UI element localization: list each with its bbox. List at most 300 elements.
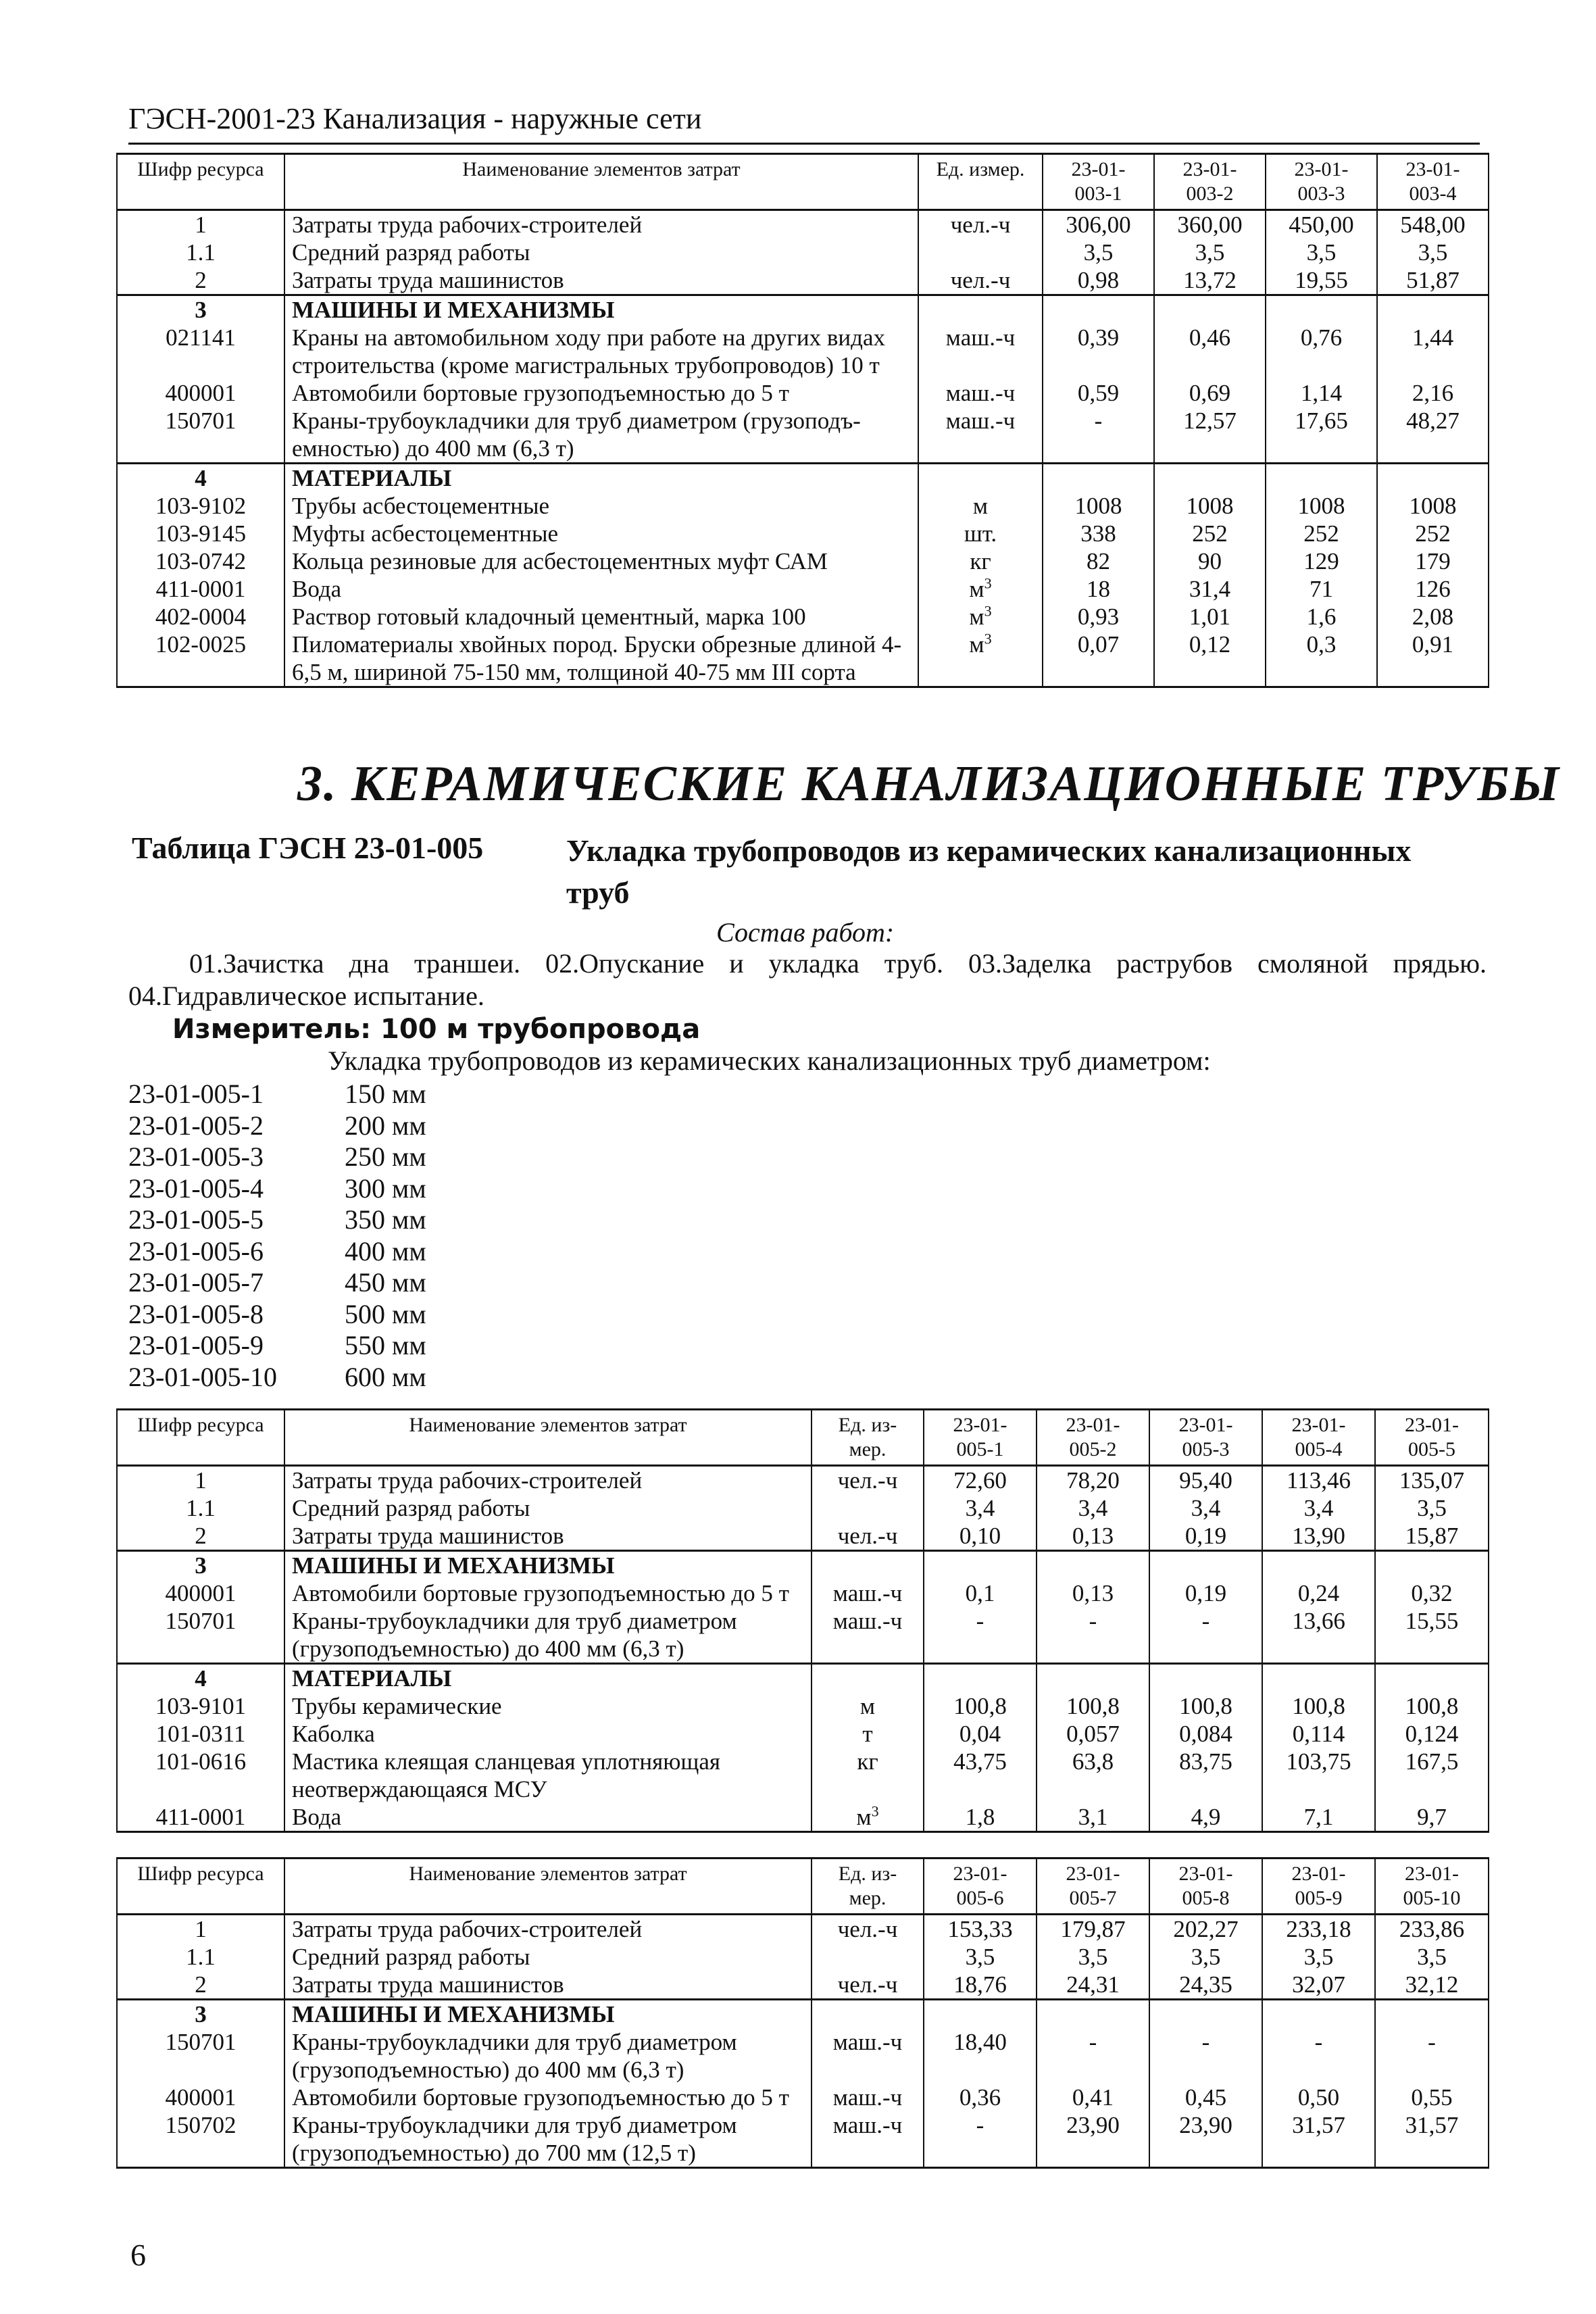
value-cell: 100,8: [924, 1692, 1037, 1720]
value-cell: 153,33: [924, 1915, 1037, 1944]
unit-label: маш.-ч: [832, 2084, 903, 2111]
unit-superscript: 3: [984, 602, 992, 620]
header-cell: 23-01- 005-6: [924, 1858, 1037, 1915]
value-cell: 13,90: [1262, 1522, 1375, 1551]
unit-label: м: [969, 631, 984, 658]
resource-name: Кольца резиновые для асбестоцементных муфт САМ: [284, 547, 918, 575]
value-cell: -: [1037, 1607, 1149, 1664]
value-cell: 48,27: [1377, 407, 1489, 464]
value-cell: 202,27: [1149, 1915, 1262, 1944]
variant-code: 23-01-005-6: [128, 1235, 264, 1266]
unit-cell: [918, 575, 1043, 603]
resource-name: МАШИНЫ И МЕХАНИЗМЫ: [284, 2000, 812, 2029]
variant-item: [128, 1079, 426, 1110]
value-cell: 23,90: [1037, 2111, 1149, 2168]
unit-cell: [918, 295, 1043, 324]
section-title: 3. КЕРАМИЧЕСКИЕ КАНАЛИЗАЦИОННЫЕ ТРУБЫ: [297, 756, 1561, 812]
variant-code: 23-01-005-8: [128, 1298, 264, 1329]
value-cell: 4,9: [1149, 1803, 1262, 1832]
value-cell: [1154, 295, 1266, 324]
resource-name: Затраты труда машинистов: [284, 266, 918, 295]
resource-name: Краны-трубоукладчики для труб диаметром (грузоподъ-емностью) до 400 мм (6,3 т): [284, 407, 918, 464]
unit-superscript: 3: [984, 574, 992, 592]
value-cell: 0,59: [1043, 379, 1154, 407]
value-cell: 0,04: [924, 1720, 1037, 1748]
resource-name: Трубы асбестоцементные: [284, 492, 918, 520]
variant-size: 550 мм: [345, 1330, 426, 1360]
resource-code: 1.1: [117, 1494, 284, 1522]
value-cell: 306,00: [1043, 210, 1154, 239]
table-row: [117, 520, 1489, 547]
value-cell: 32,12: [1375, 1971, 1489, 2000]
resource-name: Затраты труда машинистов: [284, 1522, 812, 1551]
variant-size: 200 мм: [345, 1110, 426, 1141]
resource-name: Краны-трубоукладчики для труб диаметром (грузоподъемностью) до 700 мм (12,5 т): [284, 2111, 812, 2168]
resource-code: 4: [117, 464, 284, 493]
value-cell: 1008: [1377, 492, 1489, 520]
value-cell: 0,19: [1149, 1579, 1262, 1607]
table-row: [117, 407, 1489, 464]
resource-code: 411-0001: [117, 1803, 284, 1832]
value-cell: 51,87: [1377, 266, 1489, 295]
resource-code: 150702: [117, 2111, 284, 2168]
header-cell: 23-01- 005-9: [1262, 1858, 1375, 1915]
unit-cell: [918, 464, 1043, 493]
unit-label: м: [856, 1804, 872, 1830]
value-cell: 3,5: [1262, 1943, 1375, 1971]
table-row: [117, 239, 1489, 266]
value-cell: 0,07: [1043, 631, 1154, 687]
resource-name: Краны-трубоукладчики для труб диаметром (грузоподъемностью) до 400 мм (6,3 т): [284, 2028, 812, 2084]
value-cell: [1262, 1551, 1375, 1580]
unit-cell: [812, 2028, 924, 2084]
value-cell: [1375, 2000, 1489, 2029]
resource-code: 411-0001: [117, 575, 284, 603]
variant-item: [128, 1236, 426, 1268]
variant-size: 300 мм: [345, 1173, 426, 1204]
value-cell: 1,14: [1266, 379, 1377, 407]
unit-superscript: 3: [984, 630, 992, 647]
resource-code: 1: [117, 1915, 284, 1944]
page-number: 6: [130, 2238, 146, 2272]
value-cell: 100,8: [1375, 1692, 1489, 1720]
table-header-row: [117, 1858, 1489, 1915]
resource-name: Затраты труда машинистов: [284, 1971, 812, 2000]
unit-label: т: [862, 1721, 873, 1747]
variant-code: 23-01-005-5: [128, 1204, 264, 1235]
value-cell: 0,39: [1043, 324, 1154, 379]
resource-table-003: [116, 153, 1489, 688]
resource-name: Краны-трубоукладчики для труб диаметром (грузоподъемностью) до 400 мм (6,3 т): [284, 1607, 812, 1664]
unit-label: м: [969, 576, 984, 602]
resource-name: МАШИНЫ И МЕХАНИЗМЫ: [284, 1551, 812, 1580]
unit-cell: [918, 492, 1043, 520]
resource-code: 400001: [117, 2084, 284, 2111]
variant-code: 23-01-005-3: [128, 1141, 264, 1172]
resource-code: 150701: [117, 1607, 284, 1664]
unit-cell: [812, 1664, 924, 1693]
table-row: [117, 1607, 1489, 1664]
value-cell: 0,50: [1262, 2084, 1375, 2111]
unit-label: шт.: [964, 520, 997, 547]
header-cell: 23-01- 003-3: [1266, 154, 1377, 210]
resource-code: 1: [117, 210, 284, 239]
value-cell: [1266, 464, 1377, 493]
value-cell: 0,69: [1154, 379, 1266, 407]
work-composition-text: 01.Зачистка дна траншеи. 02.Опускание и укладка труб. 03.Заделка раструбов смоляной прядью. 04.Гидравлическое испытание.: [128, 948, 1487, 1011]
value-cell: 0,13: [1037, 1522, 1149, 1551]
unit-cell: [812, 2084, 924, 2111]
value-cell: 13,66: [1262, 1607, 1375, 1664]
unit-label: маш.-ч: [945, 324, 1016, 351]
value-cell: 233,18: [1262, 1915, 1375, 1944]
unit-cell: [812, 1943, 924, 1971]
resource-code: 1.1: [117, 1943, 284, 1971]
resource-code: 1.1: [117, 239, 284, 266]
value-cell: 82: [1043, 547, 1154, 575]
value-cell: 3,4: [1037, 1494, 1149, 1522]
table-row: [117, 1692, 1489, 1720]
value-cell: 100,8: [1037, 1692, 1149, 1720]
value-cell: 338: [1043, 520, 1154, 547]
value-cell: 3,5: [924, 1943, 1037, 1971]
unit-cell: [918, 239, 1043, 266]
value-cell: 3,5: [1377, 239, 1489, 266]
value-cell: 3,5: [1149, 1943, 1262, 1971]
value-cell: 90: [1154, 547, 1266, 575]
unit-cell: [812, 1748, 924, 1803]
resource-code: 2: [117, 1522, 284, 1551]
table-row: [117, 2084, 1489, 2111]
resource-code: 2: [117, 266, 284, 295]
value-cell: 12,57: [1154, 407, 1266, 464]
value-cell: 95,40: [1149, 1466, 1262, 1495]
table-row: [117, 324, 1489, 379]
resource-name: Затраты труда рабочих-строителей: [284, 1466, 812, 1495]
value-cell: 360,00: [1154, 210, 1266, 239]
value-cell: [1375, 1551, 1489, 1580]
resource-code: 150701: [117, 2028, 284, 2084]
value-cell: [1262, 1664, 1375, 1693]
resource-name: МАШИНЫ И МЕХАНИЗМЫ: [284, 295, 918, 324]
unit-cell: [918, 210, 1043, 239]
variant-size: 250 мм: [345, 1141, 426, 1172]
table-row: [117, 1915, 1489, 1944]
value-cell: 9,7: [1375, 1803, 1489, 1832]
value-cell: 3,4: [1262, 1494, 1375, 1522]
resource-name: Краны на автомобильном ходу при работе на других видах строительства (кроме магистральных трубопроводов) 10 т: [284, 324, 918, 379]
value-cell: -: [1375, 2028, 1489, 2084]
resource-name: Трубы керамические: [284, 1692, 812, 1720]
value-cell: 1,01: [1154, 603, 1266, 631]
resource-code: 3: [117, 2000, 284, 2029]
resource-code: 101-0616: [117, 1748, 284, 1803]
value-cell: 3,5: [1043, 239, 1154, 266]
value-cell: [1149, 2000, 1262, 2029]
variant-code: 23-01-005-2: [128, 1110, 264, 1141]
table-row: [117, 2111, 1489, 2168]
value-cell: -: [924, 2111, 1037, 2168]
value-cell: 0,057: [1037, 1720, 1149, 1748]
value-cell: [924, 1664, 1037, 1693]
value-cell: 0,13: [1037, 1579, 1149, 1607]
value-cell: [1154, 464, 1266, 493]
unit-cell: [918, 266, 1043, 295]
value-cell: 0,36: [924, 2084, 1037, 2111]
value-cell: 0,24: [1262, 1579, 1375, 1607]
resource-name: Раствор готовый кладочный цементный, марка 100: [284, 603, 918, 631]
resource-name: Вода: [284, 575, 918, 603]
table-row: [117, 631, 1489, 687]
value-cell: 3,5: [1375, 1943, 1489, 1971]
unit-cell: [812, 1692, 924, 1720]
value-cell: [1043, 464, 1154, 493]
table-row: [117, 1971, 1489, 2000]
value-cell: 0,1: [924, 1579, 1037, 1607]
table-row: [117, 603, 1489, 631]
value-cell: 3,5: [1037, 1943, 1149, 1971]
value-cell: 126: [1377, 575, 1489, 603]
unit-cell: [812, 2111, 924, 2168]
variant-code: 23-01-005-9: [128, 1330, 264, 1360]
measure-label: Измеритель:: [172, 1014, 372, 1045]
value-cell: 31,57: [1375, 2111, 1489, 2168]
unit-label: м: [969, 604, 984, 630]
resource-name: Пиломатериалы хвойных пород. Бруски обрезные длиной 4-6,5 м, шириной 75-150 мм, толщиной 40-75 мм III сорта: [284, 631, 918, 687]
value-cell: -: [1149, 2028, 1262, 2084]
value-cell: 0,10: [924, 1522, 1037, 1551]
value-cell: [924, 1551, 1037, 1580]
value-cell: 3,5: [1154, 239, 1266, 266]
value-cell: 24,31: [1037, 1971, 1149, 2000]
unit-cell: [918, 520, 1043, 547]
header-cell: 23-01- 005-2: [1037, 1410, 1149, 1466]
unit-cell: [918, 603, 1043, 631]
resource-name: Мастика клеящая сланцевая уплотняющая неотверждающаяся МСУ: [284, 1748, 812, 1803]
unit-cell: [812, 1551, 924, 1580]
variant-code: 23-01-005-1: [128, 1079, 264, 1109]
table-row: [117, 575, 1489, 603]
unit-cell: [812, 1971, 924, 2000]
value-cell: [1043, 295, 1154, 324]
unit-cell: [918, 547, 1043, 575]
value-cell: 3,1: [1037, 1803, 1149, 1832]
value-cell: 129: [1266, 547, 1377, 575]
value-cell: -: [1149, 1607, 1262, 1664]
header-cell: Ед. из- мер.: [812, 1410, 924, 1466]
value-cell: 103,75: [1262, 1748, 1375, 1803]
value-cell: 18,76: [924, 1971, 1037, 2000]
header-cell: 23-01- 003-2: [1154, 154, 1266, 210]
value-cell: 113,46: [1262, 1466, 1375, 1495]
unit-superscript: 3: [871, 1802, 879, 1820]
header-cell: 23-01- 005-5: [1375, 1410, 1489, 1466]
resource-code: 101-0311: [117, 1720, 284, 1748]
value-cell: 0,93: [1043, 603, 1154, 631]
value-cell: [924, 2000, 1037, 2029]
value-cell: 0,084: [1149, 1720, 1262, 1748]
resource-table-005-1-5: [116, 1408, 1489, 1833]
resource-name: МАТЕРИАЛЫ: [284, 1664, 812, 1693]
value-cell: 15,55: [1375, 1607, 1489, 1664]
header-cell: Шифр ресурса: [117, 1410, 284, 1466]
resource-code: 103-0742: [117, 547, 284, 575]
unit-label: маш.-ч: [832, 2112, 903, 2138]
value-cell: 17,65: [1266, 407, 1377, 464]
variant-list: [128, 1079, 426, 1393]
value-cell: 24,35: [1149, 1971, 1262, 2000]
value-cell: 18,40: [924, 2028, 1037, 2084]
variant-item: [128, 1173, 426, 1205]
value-cell: 43,75: [924, 1748, 1037, 1803]
resource-code: 3: [117, 1551, 284, 1580]
resource-name: Автомобили бортовые грузоподъемностью до 5 т: [284, 2084, 812, 2111]
value-cell: 0,19: [1149, 1522, 1262, 1551]
unit-cell: [812, 1579, 924, 1607]
value-cell: 1008: [1043, 492, 1154, 520]
value-cell: 450,00: [1266, 210, 1377, 239]
value-cell: 31,4: [1154, 575, 1266, 603]
unit-label: маш.-ч: [832, 1580, 903, 1606]
table-row: [117, 492, 1489, 520]
value-cell: 548,00: [1377, 210, 1489, 239]
variant-intro: Укладка трубопроводов из керамических канализационных труб диаметром:: [328, 1045, 1211, 1076]
group-heading-row: [117, 295, 1489, 324]
header-cell: 23-01- 005-1: [924, 1410, 1037, 1466]
unit-label: м: [972, 493, 989, 519]
table-header-row: [117, 154, 1489, 210]
variant-code: 23-01-005-10: [128, 1361, 277, 1392]
table-title: Укладка трубопроводов из керамических канализационных труб: [566, 833, 1412, 910]
resource-code: 400001: [117, 379, 284, 407]
variant-item: [128, 1204, 426, 1236]
table-header-row: [117, 1410, 1489, 1466]
unit-label: маш.-ч: [832, 1608, 903, 1634]
value-cell: [1262, 2000, 1375, 2029]
resource-name: Вода: [284, 1803, 812, 1832]
unit-cell: [918, 407, 1043, 464]
unit-cell: [812, 1803, 924, 1832]
header-cell: Ед. измер.: [918, 154, 1043, 210]
table-row: [117, 1494, 1489, 1522]
group-heading-row: [117, 2000, 1489, 2029]
value-cell: [1377, 295, 1489, 324]
value-cell: -: [1043, 407, 1154, 464]
unit-label: чел.-ч: [837, 1971, 898, 1998]
unit-cell: [918, 631, 1043, 687]
unit-label: м: [859, 1693, 876, 1719]
value-cell: 252: [1154, 520, 1266, 547]
table-row: [117, 1466, 1489, 1495]
header-cell: Наименование элементов затрат: [284, 1410, 812, 1466]
value-cell: 0,76: [1266, 324, 1377, 379]
value-cell: [1377, 464, 1489, 493]
value-cell: 179,87: [1037, 1915, 1149, 1944]
resource-name: Затраты труда рабочих-строителей: [284, 210, 918, 239]
variant-item: [128, 1330, 426, 1362]
value-cell: 0,3: [1266, 631, 1377, 687]
value-cell: 63,8: [1037, 1748, 1149, 1803]
variant-size: 500 мм: [345, 1298, 426, 1329]
table-row: [117, 379, 1489, 407]
table-row: [117, 266, 1489, 295]
value-cell: 18: [1043, 575, 1154, 603]
resource-code: 103-9145: [117, 520, 284, 547]
value-cell: 7,1: [1262, 1803, 1375, 1832]
measure-line: [172, 1014, 700, 1045]
resource-name: Средний разряд работы: [284, 239, 918, 266]
unit-cell: [918, 324, 1043, 379]
header-cell: 23-01- 005-8: [1149, 1858, 1262, 1915]
table-row: [117, 1579, 1489, 1607]
value-cell: [1037, 1664, 1149, 1693]
value-cell: 32,07: [1262, 1971, 1375, 2000]
value-cell: 233,86: [1375, 1915, 1489, 1944]
resource-name: Автомобили бортовые грузоподъемностью до 5 т: [284, 1579, 812, 1607]
resource-name: Автомобили бортовые грузоподъемностью до 5 т: [284, 379, 918, 407]
value-cell: 0,114: [1262, 1720, 1375, 1748]
variant-item: [128, 1267, 426, 1299]
value-cell: 100,8: [1262, 1692, 1375, 1720]
header-cell: Ед. из- мер.: [812, 1858, 924, 1915]
resource-name: Средний разряд работы: [284, 1494, 812, 1522]
unit-cell: [812, 1607, 924, 1664]
variant-size: 400 мм: [345, 1235, 426, 1266]
resource-name: МАТЕРИАЛЫ: [284, 464, 918, 493]
value-cell: 0,124: [1375, 1720, 1489, 1748]
value-cell: 135,07: [1375, 1466, 1489, 1495]
value-cell: 72,60: [924, 1466, 1037, 1495]
variant-item: [128, 1362, 426, 1394]
resource-code: 1: [117, 1466, 284, 1495]
unit-cell: [812, 1522, 924, 1551]
unit-label: чел.-ч: [837, 1467, 898, 1494]
variant-code: 23-01-005-4: [128, 1173, 264, 1204]
variant-size: 350 мм: [345, 1204, 426, 1235]
resource-code: 2: [117, 1971, 284, 2000]
value-cell: 252: [1377, 520, 1489, 547]
variant-size: 450 мм: [345, 1267, 426, 1298]
value-cell: 0,32: [1375, 1579, 1489, 1607]
header-cell: 23-01- 003-1: [1043, 154, 1154, 210]
variant-code: 23-01-005-7: [128, 1267, 264, 1298]
unit-label: чел.-ч: [950, 212, 1011, 238]
resource-name: Муфты асбестоцементные: [284, 520, 918, 547]
value-cell: 0,41: [1037, 2084, 1149, 2111]
value-cell: 15,87: [1375, 1522, 1489, 1551]
unit-cell: [812, 1720, 924, 1748]
resource-name: Средний разряд работы: [284, 1943, 812, 1971]
value-cell: 167,5: [1375, 1748, 1489, 1803]
value-cell: 71: [1266, 575, 1377, 603]
value-cell: 100,8: [1149, 1692, 1262, 1720]
value-cell: 0,91: [1377, 631, 1489, 687]
resource-code: 3: [117, 295, 284, 324]
variant-size: 600 мм: [345, 1361, 426, 1392]
resource-code: 402-0004: [117, 603, 284, 631]
value-cell: 3,5: [1266, 239, 1377, 266]
table-row: [117, 1748, 1489, 1803]
group-heading-row: [117, 464, 1489, 493]
header-cell: Шифр ресурса: [117, 1858, 284, 1915]
header-cell: 23-01- 005-10: [1375, 1858, 1489, 1915]
value-cell: 0,12: [1154, 631, 1266, 687]
table-row: [117, 547, 1489, 575]
resource-code: 103-9101: [117, 1692, 284, 1720]
value-cell: -: [924, 1607, 1037, 1664]
header-cell: 23-01- 005-3: [1149, 1410, 1262, 1466]
value-cell: 252: [1266, 520, 1377, 547]
